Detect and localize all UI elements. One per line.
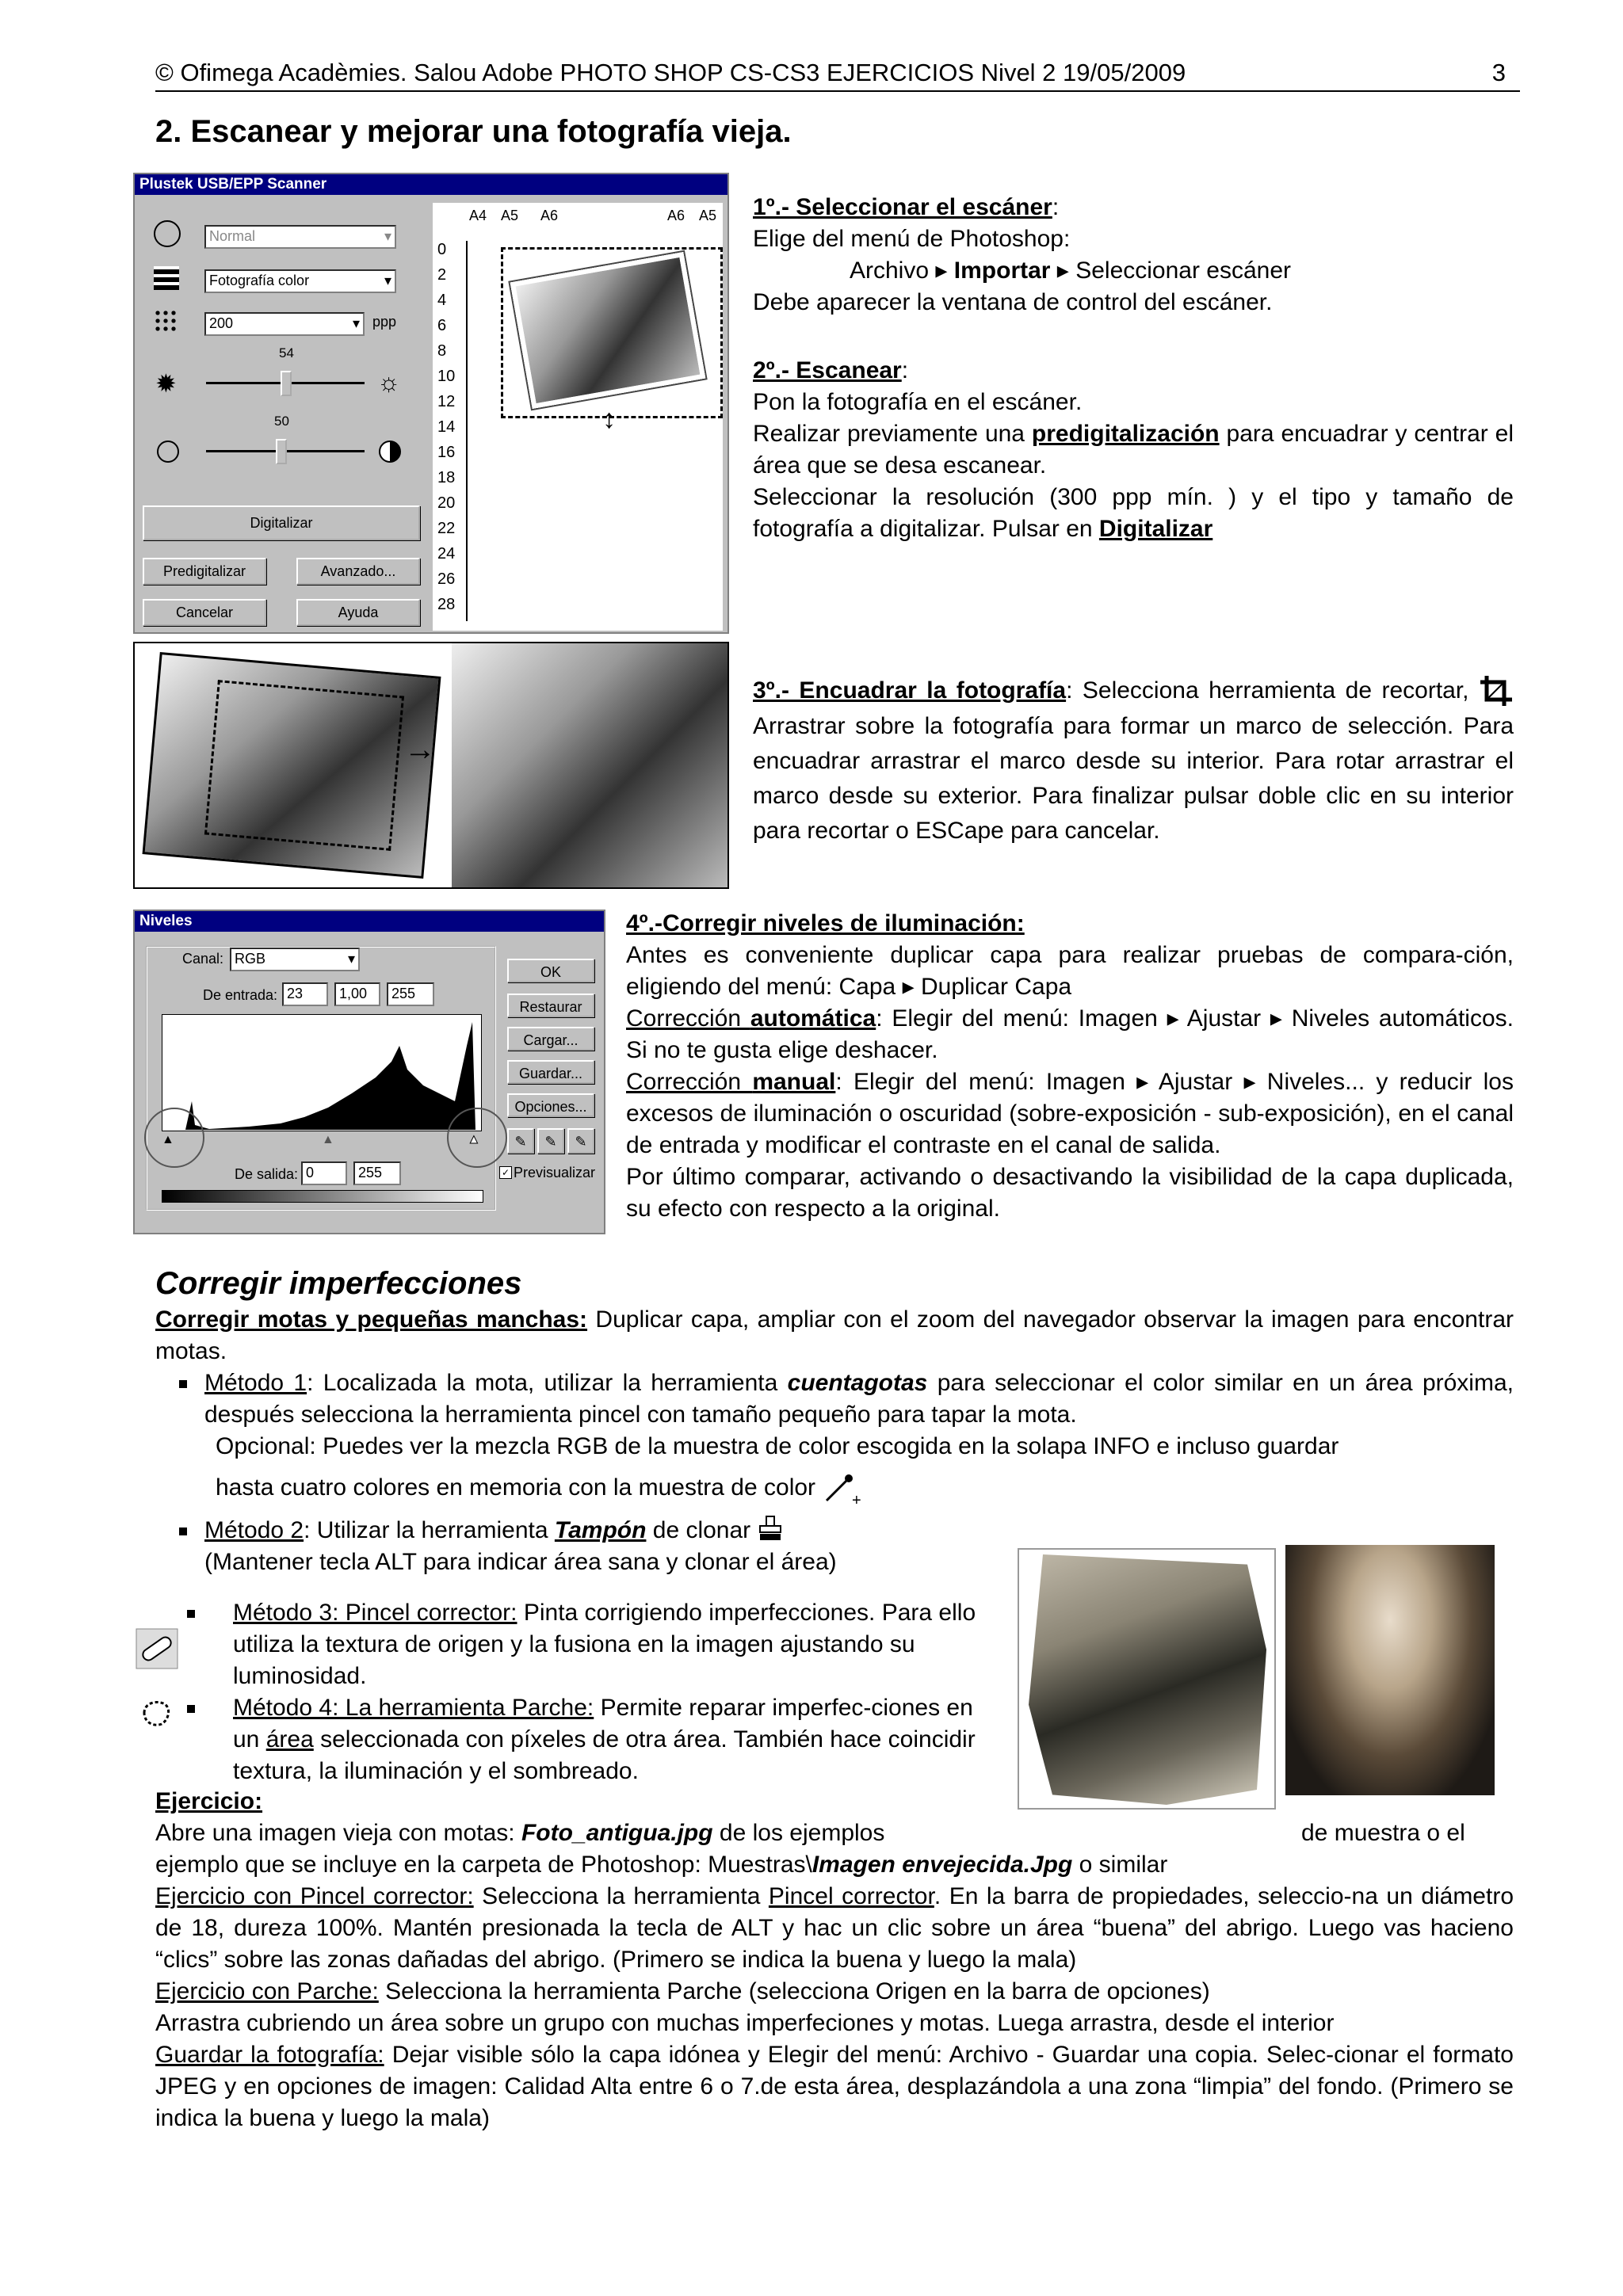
input-white-slider-icon[interactable]: ▲ bbox=[468, 1133, 480, 1146]
ruler-left bbox=[434, 241, 468, 621]
step3-text2: Arrastrar sobre la fotografía para formar un marco de selección. Para encuadrar arrastrar el marco desde su interior. Para rotar arrastrar el marco desde su exterior. Para finalizar pulsar doble clic en su interior para recortar o ESCape para cancelar. bbox=[753, 713, 1514, 845]
circle-icon bbox=[157, 441, 179, 463]
arrow-icon: → bbox=[404, 732, 436, 767]
help-button[interactable]: Ayuda bbox=[296, 599, 420, 626]
ruler-top bbox=[469, 208, 720, 239]
step1-title: 1º.- Seleccionar el escáner bbox=[753, 194, 1052, 220]
ruler-left-label: 4 bbox=[437, 292, 447, 309]
ruler-top-label: A5 bbox=[501, 208, 519, 223]
ruler-left-label: 16 bbox=[437, 444, 456, 461]
step4-p4: Por último comparar, activando o desactivando la visibilidad de la capa duplicada, su efecto con respecto a la original. bbox=[626, 1164, 1514, 1222]
levels-dialog-title: Niveles bbox=[135, 911, 604, 932]
input-white-field[interactable]: 255 bbox=[387, 982, 434, 1006]
bullet-method1 bbox=[179, 1380, 187, 1388]
load-button[interactable]: Cargar... bbox=[507, 1027, 594, 1051]
step2-line1: Pon la fotografía en el escáner. bbox=[753, 389, 1083, 415]
sun-dark-icon: ✹ bbox=[155, 369, 177, 398]
ruler-left-label: 2 bbox=[437, 266, 447, 284]
output-white-field[interactable]: 255 bbox=[353, 1161, 401, 1185]
page-header bbox=[155, 59, 1520, 92]
crop-after-photo bbox=[452, 643, 727, 887]
mode-select[interactable]: Normal ▾ bbox=[204, 225, 396, 249]
brightness-thumb[interactable] bbox=[281, 371, 292, 396]
ruler-left-label: 6 bbox=[437, 317, 447, 334]
preview-label: Previsualizar bbox=[514, 1165, 596, 1180]
ruler-top-label: A6 bbox=[667, 208, 685, 223]
step2-block: 2º.- Escanear: Pon la fotografía en el escáner. Realizar previamente una predigitalización para encuadrar y centrar el área que se desa escanear. Seleccionar la resolución (300 ppp mín. ) y el tipo y tamaño de fotografía a digitalizar. Pulsar en Digitalizar bbox=[753, 355, 1514, 545]
reset-button[interactable]: Restaurar bbox=[507, 994, 594, 1017]
scan-preview[interactable] bbox=[433, 203, 723, 631]
options-button[interactable]: Opciones... bbox=[507, 1093, 594, 1117]
page-number: 3 bbox=[1491, 59, 1506, 86]
prescan-button[interactable]: Predigitalizar bbox=[143, 558, 266, 585]
eyedropper-gray-icon[interactable]: ✎ bbox=[537, 1128, 564, 1154]
scanner-dialog-title: Plustek USB/EPP Scanner bbox=[135, 174, 727, 195]
mode-icon bbox=[154, 220, 181, 247]
save-button[interactable]: Guardar... bbox=[507, 1060, 594, 1084]
entrada-label: De entrada: bbox=[203, 987, 278, 1003]
bullet-method4 bbox=[187, 1705, 195, 1713]
preview-checkbox[interactable]: ✓ bbox=[499, 1166, 512, 1179]
header-title: © Ofimega Acadèmies. Salou Adobe PHOTO SHOP CS-CS3 EJERCICIOS Nivel 2 19/05/2009 bbox=[155, 59, 1186, 86]
optional-line2: hasta cuatro colores en memoria con la muestra de color + bbox=[216, 1472, 1167, 1504]
method2-text: Método 2: Utilizar la herramienta Tampón de clonar (Mantener tecla ALT para indicar área sana y clonar el área) bbox=[204, 1515, 997, 1578]
step1-line3: Debe aparecer la ventana de control del escáner. bbox=[753, 289, 1273, 315]
resolution-icon bbox=[154, 309, 179, 334]
healing-brush-icon bbox=[135, 1627, 179, 1670]
step4-manual: Corrección manual: Elegir del menú: Imagen ▸ Ajustar ▸ Niveles... y reducir los excesos de iluminación o oscuridad (sobre-exposición - sub-exposición), en el canal de entrada y modificar el contraste en el canal de salida. bbox=[626, 1069, 1514, 1158]
ruler-left-label: 10 bbox=[437, 368, 456, 385]
advanced-button[interactable]: Avanzado... bbox=[296, 558, 420, 585]
eyedropper-white-icon[interactable]: ✎ bbox=[567, 1128, 594, 1154]
method1-text: Método 1: Localizada la mota, utilizar la herramienta cuentagotas para seleccionar el color similar en un área próxima, después selecciona la herramienta pincel con tamaño pequeño para tapar la mota. bbox=[204, 1370, 1514, 1428]
step4-auto: Corrección automática: Elegir del menú: Imagen ▸ Ajustar ▸ Niveles automáticos. Si no te gusta elige deshacer. bbox=[626, 1005, 1514, 1063]
bullet-method2 bbox=[179, 1527, 187, 1535]
ruler-left-label: 24 bbox=[437, 545, 456, 563]
step3-block bbox=[753, 673, 1514, 849]
resize-arrow-icon: ↕ bbox=[602, 404, 616, 434]
ok-button[interactable]: OK bbox=[507, 959, 594, 982]
color-sampler-icon bbox=[822, 1472, 862, 1507]
ruler-left-label: 0 bbox=[437, 241, 447, 258]
step4-block bbox=[626, 908, 1514, 1225]
ruler-left-label: 26 bbox=[437, 570, 456, 588]
ruler-left-label: 28 bbox=[437, 596, 456, 613]
step1-menu-path: Archivo ▸ Importar ▸ Seleccionar escáner bbox=[850, 257, 1292, 284]
ruler-left-label: 14 bbox=[437, 418, 456, 436]
exercise-line1: Abre una imagen vieja con motas: Foto_antigua.jpg de los ejemplos bbox=[155, 1820, 885, 1846]
brightness-value: 54 bbox=[279, 345, 294, 360]
scanner-dialog bbox=[133, 173, 729, 634]
method4-text: Método 4: La herramienta Parche: Permite reparar imperfec-ciones en un área seleccionada con píxeles de otra área. También hace coincidir textura, la iluminación y el sombreado. bbox=[233, 1695, 976, 1784]
salida-label: De salida: bbox=[235, 1166, 299, 1182]
exercise-body: ejemplo que se incluye en la carpeta de Photoshop: Muestras\Imagen envejecida.Jpg o similar Ejercicio con Pincel corrector: Selecciona la herramienta Pincel corrector. En la barra de propiedades, seleccio-na un diámetro de 18, dureza 100%. Mantén presionada la tecla de ALT y hac un clic sobre un área “buena” del abrigo. Luego vas hacieno “clics” sobre las zonas dañadas del abrigo. (Primero se indica la buena y luego la mala) Ejercicio con Parche: Selecciona la herramienta Parche (selecciona Origen en la barra de opciones) Arrastra cubriendo un área sobre un grupo con muchas imperfeciones y motas. Luega arrastra, desde el interior Guardar la fotografía: Dejar visible sólo la capa idónea y Elegir del menú: Archivo - Guardar una copia. Selec-cionar el formato JPEG y en opciones de imagen: Calidad Alta entre 6 o 7.de esta área, desplazándola a una zona “limpia” del fondo. (Primero se indica la buena y luego la mala) bbox=[155, 1852, 1514, 2131]
ruler-left-label: 12 bbox=[437, 393, 456, 410]
motas-paragraph: Corregir motas y pequeñas manchas: Duplicar capa, ampliar con el zoom del navegador observar la imagen para encontrar motas. bbox=[155, 1306, 1514, 1364]
step1-line1: Elige del menú de Photoshop: bbox=[753, 226, 1071, 252]
levels-dialog bbox=[133, 910, 605, 1234]
imperfections-heading: Corregir imperfecciones bbox=[155, 1266, 522, 1301]
type-icon bbox=[154, 266, 179, 290]
ruler-top-label: A6 bbox=[540, 208, 559, 223]
resolution-unit: ppp bbox=[372, 314, 397, 330]
old-photo-damaged bbox=[1018, 1548, 1276, 1810]
step3-text1: : Selecciona herramienta de recortar, bbox=[1066, 677, 1469, 704]
crop-marquee bbox=[204, 680, 404, 851]
contrast-value: 50 bbox=[274, 414, 289, 429]
contrast-thumb[interactable] bbox=[276, 439, 287, 464]
output-black-field[interactable]: 0 bbox=[301, 1161, 347, 1185]
highlight-circle-right bbox=[447, 1108, 507, 1168]
bullet-method3 bbox=[187, 1610, 195, 1618]
sun-light-icon: ☼ bbox=[377, 368, 401, 396]
section-title: 2. Escanear y mejorar una fotografía vieja. bbox=[155, 114, 792, 149]
step1-block: 1º.- Seleccionar el escáner: Elige del menú de Photoshop: Archivo ▸ Importar ▸ Seleccionar escáner Debe aparecer la ventana de control del escáner. bbox=[753, 192, 1514, 318]
clone-stamp-icon bbox=[758, 1515, 783, 1542]
cancel-button[interactable]: Cancelar bbox=[143, 599, 266, 626]
step2-title: 2º.- Escanear bbox=[753, 357, 902, 383]
crop-example bbox=[133, 642, 729, 889]
type-select[interactable]: Fotografía color ▾ bbox=[204, 269, 396, 293]
input-black-field[interactable]: 23 bbox=[282, 982, 328, 1006]
exercise-heading: Ejercicio: bbox=[155, 1788, 263, 1814]
step4-p1: Antes es conveniente duplicar capa para realizar pruebas de compara-ción, eligiendo del menú: Capa ▸ Duplicar Capa bbox=[626, 942, 1514, 1000]
optional-line1: Opcional: Puedes ver la mezcla RGB de la muestra de color escogida en la solapa INFO e incluso guardar bbox=[216, 1433, 1339, 1459]
step3-title: 3º.- Encuadrar la fotografía bbox=[753, 677, 1067, 704]
exercise-line1-end: de muestra o el bbox=[1301, 1820, 1465, 1846]
ruler-left-label: 8 bbox=[437, 342, 447, 360]
input-gamma-field[interactable]: 1,00 bbox=[334, 982, 380, 1006]
method2-note: (Mantener tecla ALT para indicar área sana y clonar el área) bbox=[204, 1549, 837, 1575]
ruler-left-label: 20 bbox=[437, 494, 456, 512]
ruler-top-label: A4 bbox=[469, 208, 487, 223]
crop-tool-icon bbox=[1479, 674, 1514, 709]
method3-text: Método 3: Pincel corrector: Pinta corrigiendo imperfecciones. Para ello utiliza la textura de origen y la fusiona en la imagen ajustando su luminosidad. bbox=[233, 1600, 976, 1689]
svg-text:+: + bbox=[852, 1492, 862, 1507]
resolution-select[interactable]: 200 ▾ bbox=[204, 312, 365, 336]
step2-line3: Seleccionar la resolución (300 ppp mín. ) y el tipo y tamaño de fotografía a digitalizar. Pulsar en Digitalizar bbox=[753, 484, 1514, 542]
ruler-top-label: A5 bbox=[699, 208, 717, 223]
old-photo-restored bbox=[1285, 1545, 1495, 1795]
output-gradient bbox=[162, 1190, 483, 1203]
eyedropper-black-icon[interactable]: ✎ bbox=[507, 1128, 534, 1154]
ruler-left-label: 22 bbox=[437, 520, 456, 537]
input-black-slider-icon[interactable]: ▲ bbox=[162, 1133, 174, 1146]
histogram bbox=[162, 1014, 482, 1131]
scanner-controls bbox=[143, 203, 428, 631]
step2-line2: Realizar previamente una predigitalización para encuadrar y centrar el área que se desa escanear. bbox=[753, 421, 1514, 479]
canal-select[interactable]: RGB ▾ bbox=[230, 948, 360, 971]
contrast-icon bbox=[379, 441, 401, 463]
input-gamma-slider-icon[interactable]: ▲ bbox=[322, 1133, 334, 1146]
patch-tool-icon bbox=[139, 1697, 173, 1730]
scan-button[interactable]: Digitalizar bbox=[143, 505, 420, 540]
ruler-left-label: 18 bbox=[437, 469, 456, 486]
step4-title: 4º.-Corregir niveles de iluminación: bbox=[626, 910, 1025, 936]
canal-label: Canal: bbox=[182, 951, 224, 967]
highlight-circle-left bbox=[144, 1108, 204, 1168]
